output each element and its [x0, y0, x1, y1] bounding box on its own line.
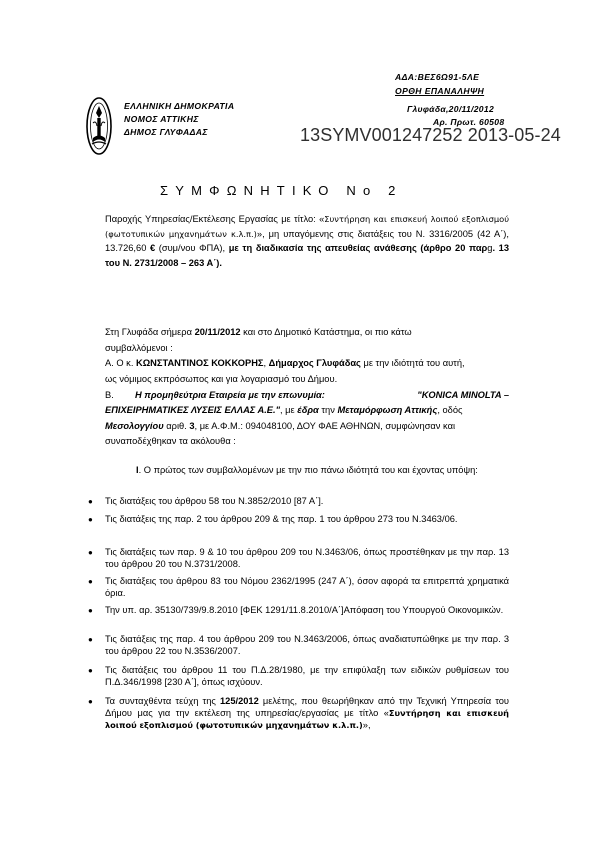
intro-paragraph [105, 212, 509, 270]
service-title: Συντήρηση και επισκευή λοιπού εξοπλισμού (φωτοτυπικών μηχανημάτων κ.λ.π.) [105, 214, 509, 239]
body-text: , με Α.Φ.Μ.: 094048100, ΔΟΥ ΦΑΕ ΑΘΗΝΩΝ, συμφώνησαν και [194, 421, 456, 431]
body-text: Στη Γλυφάδα σήμερα [105, 327, 195, 337]
bullet-marker: ● [88, 606, 93, 615]
bullet-marker: ● [88, 666, 93, 675]
currency-symbol: € [149, 243, 156, 253]
body-text: Β. [105, 390, 114, 400]
section-numeral: Ι [136, 465, 139, 475]
company-street: Μεσολογγίου [105, 421, 164, 431]
list-item: Τις διατάξεις των παρ. 9 & 10 του άρθρου 209 του Ν.3463/06, όπως προστέθηκαν με την παρ. 13 του άρθρου 20 του Ν.3731/2008. [105, 547, 509, 570]
body-text: αριθ. [163, 421, 190, 431]
body-text: Τα συνταχθέντα τεύχη της [105, 696, 220, 706]
body-text: Α. Ο κ. [105, 358, 136, 368]
list-item: Τις διατάξεις του άρθρου 83 του Νόμου 2362/1995 (247 Α΄), όσον αφορά τα επιτρεπτά χρηματικά όρια. [105, 576, 509, 599]
service-title: Συντήρηση και επισκευή λοιπού εξοπλισμού (φωτοτυπικών μηχανημάτων κ.λ.π.) [105, 708, 509, 731]
company-location: Μεταμόρφωση Αττικής [337, 405, 438, 415]
body-text: μελέτης, που θεωρήθηκαν από την Τεχνική Υπηρεσία του Δήμου μας για την εκτέλεση της υπηρεσίας/εργασίας με τίτλο « [105, 696, 509, 719]
company-street-number: 3 [189, 421, 195, 431]
body-text: , με [280, 405, 298, 415]
body-line: συναποδέχθηκαν τα ακόλουθα : [105, 436, 236, 446]
repeat-label: ΟΡΘΗ ΕΠΑΝΑΛΗΨΗ [395, 86, 485, 96]
body-line: συμβαλλόμενοι : [105, 343, 173, 353]
list-item: Τις διατάξεις του άρθρου 11 του Π.Δ.28/1980, με την επιφύλαξη των ειδικών ρυθμίσεων του Π.Δ.346/1998 [230 Α΄], όπως ισχύουν. [105, 665, 509, 688]
company-name: ΕΠΙΧΕΙΡΗΜΑΤΙΚΕΣ ΛΥΣΕΙΣ ΕΛΛΑΣ Α.Ε." [105, 405, 280, 415]
body-line [136, 464, 478, 476]
body-text: την [318, 405, 338, 415]
body-text: με την ιδιότητά του αυτή, [360, 358, 465, 368]
intro-text: », μη υπαγόμενης στις διατάξεις του Ν. 3316/2005 (42 Α΄), 13.726,60 [105, 228, 509, 253]
contract-date: 20/11/2012 [194, 327, 241, 337]
mayor-name: ΚΩΝΣΤΑΝΤΙΝΟΣ ΚΟΚΚΟΡΗΣ [136, 358, 264, 368]
body-line [105, 420, 455, 432]
issuer-line: ΕΛΛΗΝΙΚΗ ΔΗΜΟΚΡΑΤΙΑ [124, 101, 235, 111]
body-text: . Ο πρώτος των συμβαλλομένων με την πιο πάνω ιδιότητά του και έχοντας υπόψη: [138, 465, 478, 475]
bullet-marker: ● [88, 548, 93, 557]
list-item: Τις διατάξεις της παρ. 2 του άρθρου 209 & της παρ. 1 του άρθρου 273 του Ν.3463/06. [105, 514, 458, 524]
protocol-number: Αρ. Πρωτ. 60508 [433, 117, 505, 127]
intro-text: Παροχής Υπηρεσίας/Εκτέλεσης Εργασίας με τίτλο: « [105, 214, 325, 224]
body-text: , οδός [437, 405, 463, 415]
body-text: », [362, 720, 371, 731]
issuer-block [124, 100, 234, 139]
bullet-marker: ● [88, 577, 93, 586]
bullet-marker: ● [88, 635, 93, 644]
body-text: και στο Δημοτικό Κατάστημα, οι πιο κάτω [240, 327, 412, 337]
issuer-line: ΝΟΜΟΣ ΑΤΤΙΚΗΣ [124, 114, 199, 124]
municipality-crest-logo [86, 96, 112, 156]
intro-text: (συμ/νου ΦΠΑ), [155, 243, 229, 253]
bullet-marker: ● [88, 497, 93, 506]
list-item: Τις διατάξεις του άρθρου 58 του Ν.3852/2010 [87 Α΄]. [105, 496, 324, 506]
intro-text: g [487, 243, 493, 253]
bullet-marker: ● [88, 515, 93, 524]
list-item: Τις διατάξεις της παρ. 4 του άρθρου 209 του Ν.3463/2006, όπως αναδιατυπώθηκε με την παρ. 3 του άρθρου 22 του Ν.3536/2007. [105, 634, 509, 657]
body-text: , [263, 358, 269, 368]
issuer-line: ΔΗΜΟΣ ΓΛΥΦΑΔΑΣ [124, 127, 208, 137]
bullet-marker: ● [88, 697, 93, 706]
procedure-text: . 13 του Ν. 2731/2008 – 263 Α΄). [105, 243, 509, 268]
body-line: ως νόμιμος εκπρόσωπος και για λογαριασμό του Δήμου. [105, 374, 338, 384]
body-text: έδρα [297, 405, 319, 415]
ada-code: ΑΔΑ:ΒΕΣ6Ω91-5ΛΕ [395, 72, 480, 82]
document-title: ΣΥΜΦΩΝΗΤΙΚΟ Νο 2 [160, 183, 403, 198]
list-item: Την υπ. αρ. 35130/739/9.8.2010 [ΦΕΚ 1291/11.8.2010/Α΄]Απόφαση του Υπουργού Οικονομικών. [105, 605, 504, 615]
body-line [105, 357, 465, 369]
mayor-role: Δήμαρχος Γλυφάδας [268, 358, 361, 368]
study-number: 125/2012 [219, 696, 259, 706]
company-intro: Η προμηθεύτρια Εταιρεία με την επωνυμία: [135, 390, 325, 400]
body-line [105, 326, 412, 338]
date-line: Γλυφάδα,20/11/2012 [407, 104, 495, 114]
list-item [105, 695, 509, 731]
body-line [105, 404, 462, 416]
body-line [105, 389, 509, 401]
company-name: "KONICA MINOLTA – [417, 390, 509, 400]
registry-stamp: 13SYMV001247252 2013-05-24 [300, 125, 561, 145]
procedure-text: με τη διαδικασία της απευθείας ανάθεσης (άρθρο 20 παρ [228, 243, 488, 253]
